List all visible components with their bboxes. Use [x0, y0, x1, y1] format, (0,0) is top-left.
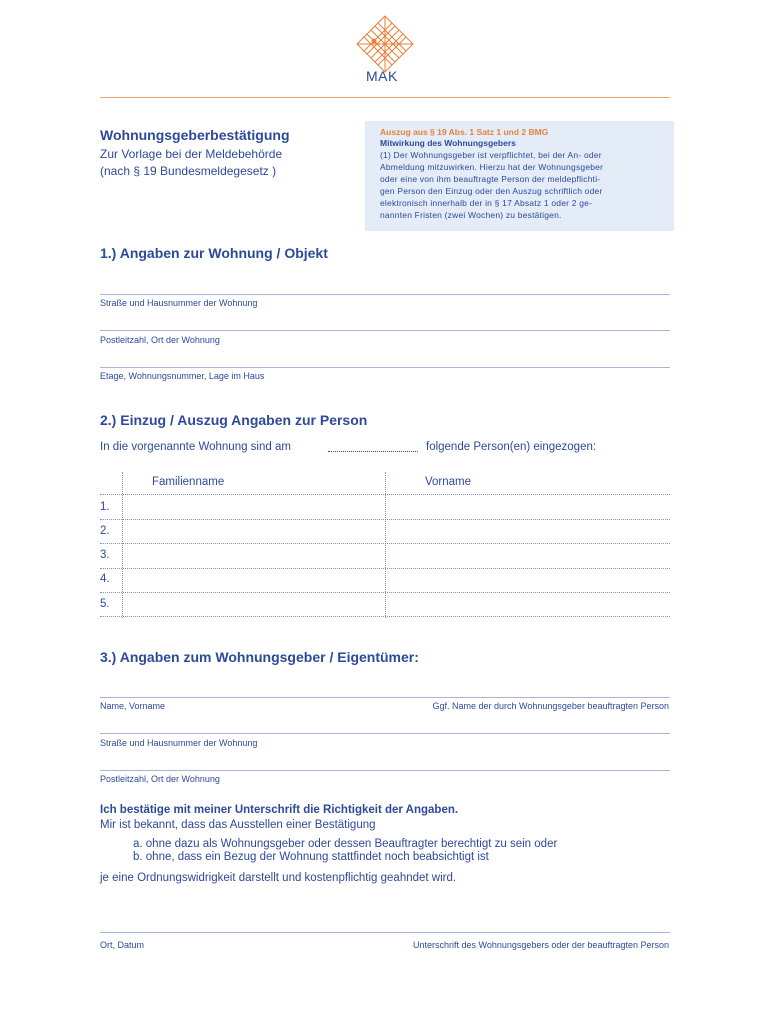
subtitle-line-1: Zur Vorlage bei der Meldebehörde [100, 147, 283, 161]
statement-item-b: b. ohne, dass ein Bezug der Wohnung stattfindet noch beabsichtigt ist [133, 851, 489, 863]
row-number-3: 3. [100, 549, 110, 561]
row-number-1: 1. [100, 501, 110, 513]
section-3-heading: 3.) Angaben zum Wohnungsgeber / Eigentümer: [100, 649, 419, 665]
row-number-2: 2. [100, 525, 110, 537]
header-divider [100, 97, 670, 98]
brand-name: MAK [366, 68, 398, 84]
table-row-4-line[interactable] [100, 592, 670, 593]
landlord-name-label: Name, Vorname [100, 701, 166, 711]
mak-logo-icon [355, 14, 415, 76]
landlord-name-input-line[interactable] [100, 697, 670, 698]
confirmation-statement: Ich bestätige mit meiner Unterschrift die Richtigkeit der Angaben. [100, 804, 459, 816]
statement-item-a: a. ohne dazu als Wohnungsgeber oder dessen Beauftragter berechtigt zu sein oder [133, 838, 558, 850]
floor-label: Etage, Wohnungsnummer, Lage im Haus [100, 371, 265, 381]
row-number-5: 5. [100, 598, 110, 610]
landlord-street-input-line[interactable] [100, 733, 670, 734]
signature-label: Unterschrift des Wohnungsgebers oder der beauftragten Person [413, 940, 669, 950]
legal-excerpt-heading: Auszug aus § 19 Abs. 1 Satz 1 und 2 BMG [380, 127, 549, 137]
move-in-sentence-end: folgende Person(en) eingezogen: [426, 441, 597, 453]
legal-excerpt-subheading: Mitwirkung des Wohnungsgebers [380, 138, 516, 148]
page-title: Wohnungsgeberbestätigung [100, 127, 290, 143]
subtitle-line-2: (nach § 19 Bundesmeldegesetz ) [100, 164, 277, 178]
signature-input-line[interactable] [100, 932, 670, 933]
statement-line-2: Mir ist bekannt, dass das Ausstellen einer Bestätigung [100, 819, 376, 831]
column-header-familienname: Familienname [152, 476, 225, 488]
street-label: Straße und Hausnummer der Wohnung [100, 298, 258, 308]
landlord-city-input-line[interactable] [100, 770, 670, 771]
street-input-line[interactable] [100, 294, 670, 295]
city-input-line[interactable] [100, 330, 670, 331]
section-2-heading: 2.) Einzug / Auszug Angaben zur Person [100, 412, 368, 428]
place-date-label: Ort, Datum [100, 940, 145, 950]
legal-excerpt-body: (1) Der Wohnungsgeber ist verpflichtet, bei der An- oder Abmeldung mitzuwirken. Hierzu hat der Wohnungsgeber oder eine von ihm beauftragte Person der meldepflichti- gen Person den Einzug oder den Auszug schriftlich oder elektronisch innerhalb der in § 17 Absatz 1 oder 2 ge- nannten Fristen (zwei Wochen) zu bestätigen. [380, 150, 604, 220]
section-1-heading: 1.) Angaben zur Wohnung / Objekt [100, 245, 328, 261]
column-header-vorname: Vorname [425, 476, 472, 488]
statement-line-5: je eine Ordnungswidrigkeit darstellt und kostenpflichtig geahndet wird. [100, 872, 457, 884]
table-row-3-line[interactable] [100, 568, 670, 569]
floor-input-line[interactable] [100, 367, 670, 368]
landlord-street-label: Straße und Hausnummer der Wohnung [100, 738, 258, 748]
table-row-5-line[interactable] [100, 616, 670, 617]
landlord-city-label: Postleitzahl, Ort der Wohnung [100, 774, 220, 784]
move-in-sentence-start: In die vorgenannte Wohnung sind am [100, 441, 291, 453]
table-header-line [100, 494, 670, 495]
row-number-4: 4. [100, 573, 110, 585]
page-subtitle [100, 146, 282, 180]
agent-name-label: Ggf. Name der durch Wohnungsgeber beauftragten Person [432, 701, 669, 711]
table-row-2-line[interactable] [100, 543, 670, 544]
city-label: Postleitzahl, Ort der Wohnung [100, 335, 220, 345]
move-in-date-field[interactable] [328, 451, 418, 452]
legal-excerpt-box [365, 121, 674, 231]
table-row-1-line[interactable] [100, 519, 670, 520]
